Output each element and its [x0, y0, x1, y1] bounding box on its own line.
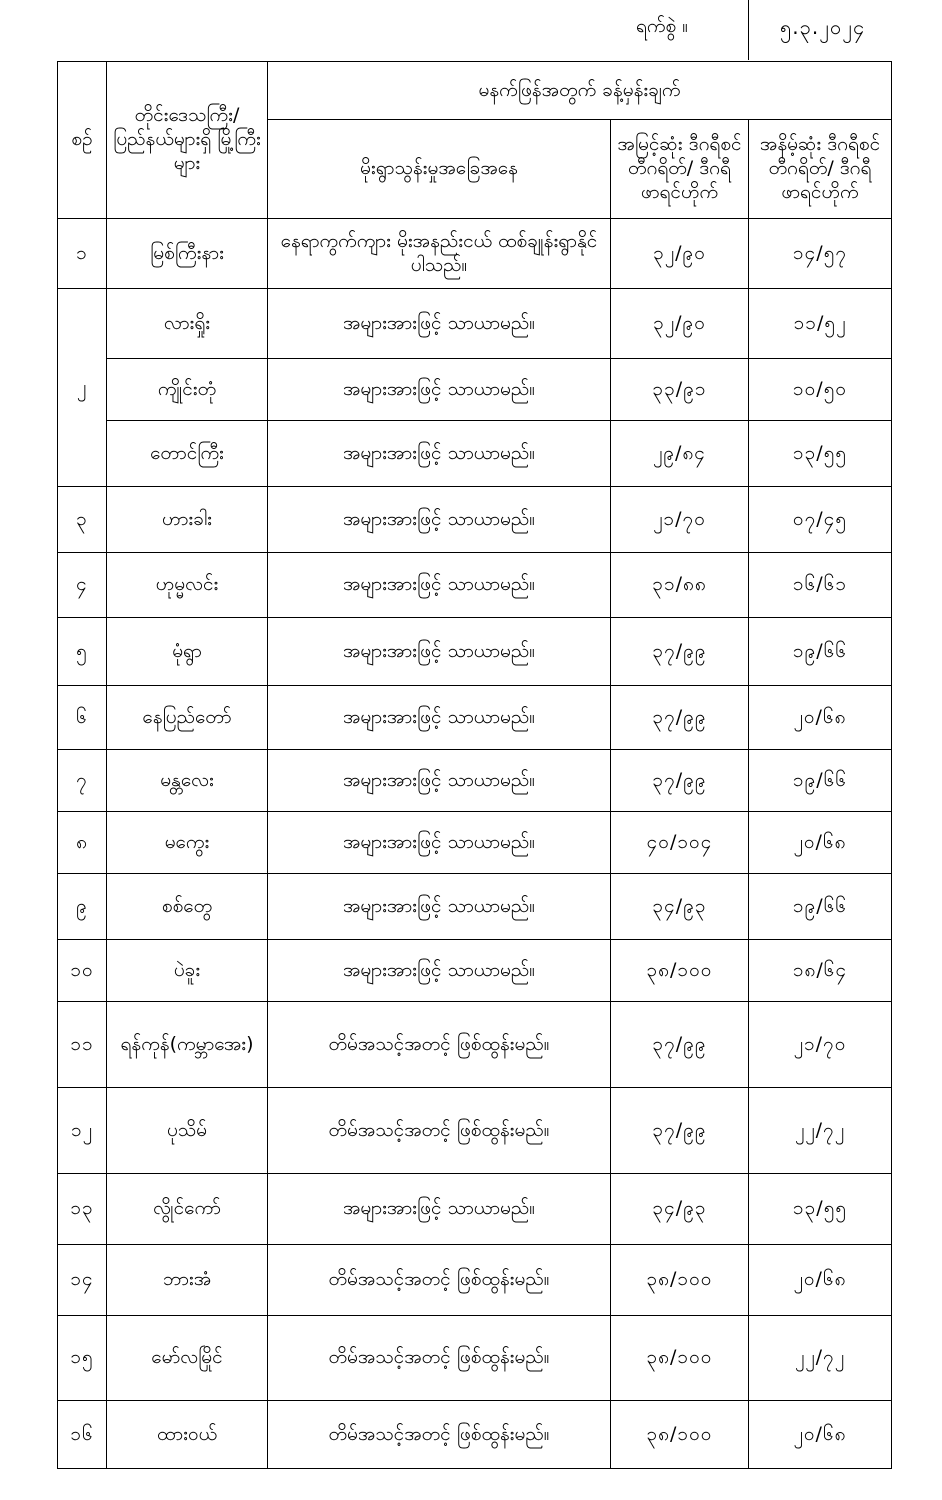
- cell-city: မန္တလေး: [107, 750, 268, 812]
- cell-city: လားရှိုး: [107, 289, 268, 359]
- cell-serial: ၁၆: [58, 1401, 107, 1469]
- cell-rain: တိမ်အသင့်အတင့် ဖြစ်ထွန်းမည်။: [268, 1002, 611, 1088]
- table-row: [58, 874, 892, 940]
- cell-max-temp: ၃၃/၉၁: [611, 359, 749, 421]
- cell-city: တောင်ကြီး: [107, 421, 268, 487]
- cell-min-temp: ၂၀/၆၈: [749, 1245, 892, 1316]
- cell-city: မော်လမြိုင်: [107, 1316, 268, 1401]
- cell-serial: ၃: [58, 487, 107, 553]
- cell-city: ဟုမ္မလင်း: [107, 553, 268, 618]
- cell-city: စစ်တွေ: [107, 874, 268, 940]
- cell-min-temp: ၂၀/၆၈: [749, 1401, 892, 1469]
- table-row: [58, 686, 892, 750]
- table-row: [58, 618, 892, 686]
- cell-min-temp: ၁၈/၆၄: [749, 940, 892, 1002]
- cell-max-temp: ၃၈/၁၀၀: [611, 1245, 749, 1316]
- table-body: [58, 219, 892, 1469]
- date-row: [0, 0, 942, 62]
- table-row: [58, 421, 892, 487]
- cell-serial: ၇: [58, 750, 107, 812]
- table-row: [58, 1245, 892, 1316]
- cell-min-temp: ၂၂/၇၂: [749, 1316, 892, 1401]
- header-rain: မိုးရွာသွန်းမှုအခြေအနေ: [268, 120, 611, 219]
- cell-serial: ၆: [58, 686, 107, 750]
- cell-rain: အများအားဖြင့် သာယာမည်။: [268, 553, 611, 618]
- table-row: [58, 1002, 892, 1088]
- cell-min-temp: ၂၀/၆၈: [749, 812, 892, 874]
- cell-city: မုံရွာ: [107, 618, 268, 686]
- table-row: [58, 289, 892, 359]
- cell-serial: ၁၁: [58, 1002, 107, 1088]
- cell-max-temp: ၃၇/၉၉: [611, 750, 749, 812]
- cell-rain: အများအားဖြင့် သာယာမည်။: [268, 1174, 611, 1245]
- cell-serial: ၅: [58, 618, 107, 686]
- date-value: ၅.၃.၂၀၂၄: [780, 15, 866, 39]
- cell-min-temp: ၂၂/၇၂: [749, 1088, 892, 1174]
- cell-max-temp: ၃၂/၉၀: [611, 289, 749, 359]
- date-label: ရက်စွဲ ။: [636, 15, 688, 37]
- cell-rain: နေရာကွက်ကျား မိုးအနည်းငယ် ထစ်ချုန်းရွာနိုင်ပါသည်။: [268, 219, 611, 289]
- cell-rain: အများအားဖြင့် သာယာမည်။: [268, 750, 611, 812]
- date-divider: [748, 0, 749, 60]
- cell-city: ကျိုင်းတုံ: [107, 359, 268, 421]
- cell-min-temp: ၀၇/၄၅: [749, 487, 892, 553]
- cell-rain: တိမ်အသင့်အတင့် ဖြစ်ထွန်းမည်။: [268, 1401, 611, 1469]
- cell-min-temp: ၁၉/၆၆: [749, 874, 892, 940]
- header-serial: စဉ်: [58, 62, 107, 219]
- cell-min-temp: ၁၁/၅၂: [749, 289, 892, 359]
- cell-max-temp: ၃၁/၈၈: [611, 553, 749, 618]
- cell-city: မကွေး: [107, 812, 268, 874]
- cell-max-temp: ၃၈/၁၀၀: [611, 1316, 749, 1401]
- table-row: [58, 219, 892, 289]
- cell-max-temp: ၃၇/၉၉: [611, 686, 749, 750]
- cell-rain: အများအားဖြင့် သာယာမည်။: [268, 359, 611, 421]
- cell-city: နေပြည်တော်: [107, 686, 268, 750]
- cell-serial: ၁၄: [58, 1245, 107, 1316]
- cell-min-temp: ၂၀/၆၈: [749, 686, 892, 750]
- cell-rain: တိမ်အသင့်အတင့် ဖြစ်ထွန်းမည်။: [268, 1088, 611, 1174]
- header-max-temp: အမြင့်ဆုံး ဒီဂရီစင်တီဂရိတ်/ ဒီဂရီဖာရင်ဟိုက်: [611, 120, 749, 219]
- cell-serial: ၈: [58, 812, 107, 874]
- cell-serial: ၁၃: [58, 1174, 107, 1245]
- cell-city: ရန်ကုန်(ကမ္ဘာအေး): [107, 1002, 268, 1088]
- cell-max-temp: ၂၁/၇၀: [611, 487, 749, 553]
- cell-city: ပဲခူး: [107, 940, 268, 1002]
- header-forecast-group: မနက်ဖြန်အတွက် ခန့်မှန်းချက်: [268, 62, 892, 120]
- cell-rain: အများအားဖြင့် သာယာမည်။: [268, 812, 611, 874]
- cell-min-temp: ၁၀/၅၀: [749, 359, 892, 421]
- table-row: [58, 553, 892, 618]
- cell-city: မြစ်ကြီးနား: [107, 219, 268, 289]
- cell-max-temp: ၄၀/၁၀၄: [611, 812, 749, 874]
- cell-serial: ၉: [58, 874, 107, 940]
- table-row: [58, 1088, 892, 1174]
- cell-city: လွိုင်ကော်: [107, 1174, 268, 1245]
- forecast-table: [57, 61, 892, 1469]
- cell-serial: ၄: [58, 553, 107, 618]
- cell-serial: ၂: [58, 289, 107, 487]
- cell-max-temp: ၃၈/၁၀၀: [611, 1401, 749, 1469]
- cell-min-temp: ၁၃/၅၅: [749, 421, 892, 487]
- cell-city: ထားဝယ်: [107, 1401, 268, 1469]
- cell-rain: တိမ်အသင့်အတင့် ဖြစ်ထွန်းမည်။: [268, 1316, 611, 1401]
- cell-max-temp: ၃၈/၁၀၀: [611, 940, 749, 1002]
- table-header: [58, 62, 892, 219]
- cell-min-temp: ၁၄/၅၇: [749, 219, 892, 289]
- cell-city: ဟားခါး: [107, 487, 268, 553]
- cell-min-temp: ၁၃/၅၅: [749, 1174, 892, 1245]
- table-row: [58, 359, 892, 421]
- table-row: [58, 487, 892, 553]
- cell-rain: အများအားဖြင့် သာယာမည်။: [268, 618, 611, 686]
- cell-rain: အများအားဖြင့် သာယာမည်။: [268, 421, 611, 487]
- cell-max-temp: ၃၇/၉၉: [611, 1088, 749, 1174]
- cell-min-temp: ၁၆/၆၁: [749, 553, 892, 618]
- header-city: တိုင်းဒေသကြီး/ ပြည်နယ်များရှိ မြို့ကြီးများ: [107, 62, 268, 219]
- cell-min-temp: ၁၉/၆၆: [749, 750, 892, 812]
- cell-rain: အများအားဖြင့် သာယာမည်။: [268, 874, 611, 940]
- header-min-temp: အနိမ့်ဆုံး ဒီဂရီစင်တီဂရိတ်/ ဒီဂရီဖာရင်ဟိုက်: [749, 120, 892, 219]
- cell-max-temp: ၃၇/၉၉: [611, 1002, 749, 1088]
- cell-max-temp: ၃၂/၉၀: [611, 219, 749, 289]
- cell-min-temp: ၂၁/၇၀: [749, 1002, 892, 1088]
- table-row: [58, 812, 892, 874]
- table-row: [58, 1174, 892, 1245]
- cell-max-temp: ၃၄/၉၃: [611, 874, 749, 940]
- cell-serial: ၁၅: [58, 1316, 107, 1401]
- table-row: [58, 940, 892, 1002]
- cell-rain: အများအားဖြင့် သာယာမည်။: [268, 686, 611, 750]
- cell-max-temp: ၂၉/၈၄: [611, 421, 749, 487]
- cell-city: ဘားအံ: [107, 1245, 268, 1316]
- table-row: [58, 1401, 892, 1469]
- cell-serial: ၁၀: [58, 940, 107, 1002]
- table-row: [58, 750, 892, 812]
- cell-max-temp: ၃၇/၉၉: [611, 618, 749, 686]
- cell-rain: အများအားဖြင့် သာယာမည်။: [268, 940, 611, 1002]
- table-row: [58, 1316, 892, 1401]
- cell-serial: ၁၂: [58, 1088, 107, 1174]
- cell-rain: တိမ်အသင့်အတင့် ဖြစ်ထွန်းမည်။: [268, 1245, 611, 1316]
- cell-rain: အများအားဖြင့် သာယာမည်။: [268, 487, 611, 553]
- cell-serial: ၁: [58, 219, 107, 289]
- cell-city: ပုသိမ်: [107, 1088, 268, 1174]
- cell-rain: အများအားဖြင့် သာယာမည်။: [268, 289, 611, 359]
- cell-min-temp: ၁၉/၆၆: [749, 618, 892, 686]
- cell-max-temp: ၃၄/၉၃: [611, 1174, 749, 1245]
